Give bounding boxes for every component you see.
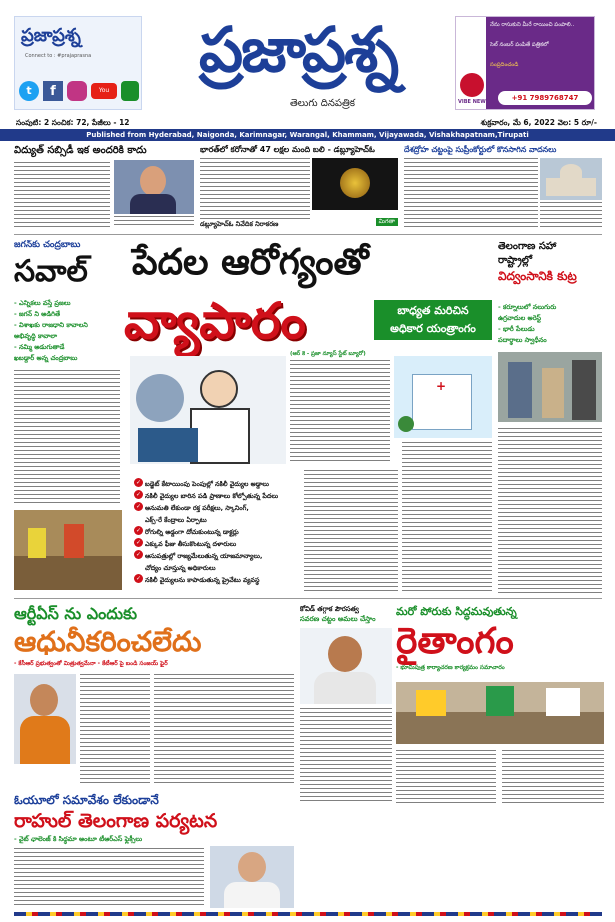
chat-icon[interactable]: [121, 81, 139, 101]
supreme-court-photo: [540, 158, 602, 200]
bottom-left-headline-top: ఆర్టీఏస్ ను ఎందుకు: [14, 604, 137, 623]
youtube-icon[interactable]: You: [91, 83, 117, 99]
hospital-illustration: +: [394, 356, 492, 438]
lead-credit: (ఆర్ కె - ప్రజా న్యూస్ స్టేట్ బ్యూరో): [290, 351, 366, 357]
story-covid-deaths[interactable]: [200, 144, 400, 230]
small-logo-box: [14, 16, 142, 110]
edition-right: శుక్రవారం, మే 6, 2022 వెల: 5 రూ/-: [480, 118, 597, 127]
left-point: - నమ్మి అడుగుతాడే: [14, 343, 65, 351]
story2-tagline: డబ్ల్యూహెచ్ఓ నివేదిక నిరాకరణ: [200, 220, 279, 228]
rahul-photo: [210, 846, 294, 908]
ad-phone[interactable]: +91 7989768747: [498, 91, 592, 105]
right-point: - భారీ పేలుడు: [498, 325, 535, 333]
rally-photo: [14, 510, 122, 590]
lead-bullet: నకిలీ వైద్యుల బారిన పడి ప్రాణాలు కోల్పోతున్న పేదలు: [145, 492, 279, 500]
published-bar: [0, 129, 615, 141]
right-headline-line2: రాష్ట్రాల్లో: [498, 255, 533, 266]
story-rahul-visit[interactable]: [14, 792, 296, 910]
bottom-left-headline-main: ఆధునీకరించలేదు: [14, 625, 202, 658]
ad-brand: VIBE NEWS: [458, 99, 490, 105]
twitter-icon[interactable]: t: [19, 81, 39, 101]
masthead-subtitle: తెలుగు దినపత్రిక: [290, 98, 356, 109]
published-text: Published from Hyderabad, Naigonda, Karimnagar, Warangal, Khammam, Vijayawada, Vishakhapatnam,Tirupati: [86, 131, 529, 139]
lead-story[interactable]: [124, 238, 494, 596]
lead-bullet: నకిలీ వైద్యులను కాపాడుతున్న ప్రైవేటు వ్యవస్థ: [145, 576, 260, 584]
left-point: - ఎన్నికలు వస్తే ప్రజలు: [14, 299, 71, 307]
bottom-strip-headline-top: ఓయూలో సమావేశం లేకుండానే: [14, 793, 159, 807]
social-icons: [19, 79, 139, 103]
story-caa-implementation[interactable]: [300, 604, 392, 804]
left-kicker: జగన్‌కు చంద్రబాబు: [14, 240, 81, 250]
lead-headline-main: వ్యాపారం: [124, 292, 306, 350]
lead-deck-line2: అధికార యంత్రాంగం: [390, 322, 476, 335]
ad-text-line1: నేను రాసుకుని మీరే రాయించి పంపాలి..: [490, 22, 575, 28]
small-logo-sub: Connect to : #prajaprasna: [25, 53, 92, 59]
story-power-subsidy[interactable]: [14, 144, 196, 230]
header-ad[interactable]: [455, 16, 595, 110]
lead-bullet: అనుమతి లేకుండా రక్త పరీక్షలు, స్కానింగ్,: [145, 504, 249, 512]
bottom-strip-subhead: - వైట్ ఛాలెంజ్ కి సిద్ధమా అంటూ టీఆర్ఎస్ ఫ్లెక్సీలు: [14, 835, 143, 843]
bottom-left-subhead: - కేసీఆర్ ప్రభుత్వంతో మిత్రుత్వమేనా - కేటీఆర్ పై బండి సంజయ్ ఫైర్: [14, 661, 168, 667]
right-point: పదార్థాలు స్వాధీనం: [498, 336, 547, 344]
bottom-strip-headline-main: రాహుల్ తెలంగాణ పర్యటన: [14, 810, 218, 832]
lead-bullet: రోగుల్ని అడ్డంగా దోచుకుంటున్న డాక్టర్లు: [145, 528, 239, 536]
doctor-cartoon: [130, 356, 286, 464]
story2-headline: భారత్‌లో కరోనాతో 47 లక్షల మంది బలి - డబ్ల్యూహెచ్ఓ: [200, 145, 375, 154]
bottom-mid-headline-line1: కోవిడ్ తగ్గాక పౌరసత్వ: [300, 605, 359, 613]
lead-bullet: ఎక్కువ ఫీజు తీసుకొంటున్న దళారులు: [145, 540, 237, 548]
lead-bullet: బడ్జెట్ కేటాయింపు పెంపుల్లో నకిలీ వైద్యుల అడ్డాలు: [145, 480, 270, 488]
left-point: - జగన్ ని అడిగితే: [14, 310, 61, 318]
lead-deck: [374, 300, 492, 340]
story-telangana-plot[interactable]: [498, 240, 604, 596]
farmers-rally-photo: [396, 682, 604, 744]
left-headline: సవాల్: [14, 254, 88, 289]
story-sedition-law[interactable]: [404, 144, 602, 230]
right-headline-line1: తెలంగాణ సహా: [498, 241, 557, 252]
right-points: [498, 302, 556, 346]
edition-left: సంపుటి: 2 సంచిక: 72, పేజీలు - 12: [16, 118, 130, 127]
ad-text-line3: సంప్రదించండి: [490, 62, 519, 68]
covid-virus-image: [312, 158, 398, 210]
lead-bullets: ✓ బడ్జెట్ కేటాయింపు పెంపుల్లో నకిలీ వైద్యుల అడ్డాలు ✓ నకిలీ వైద్యుల బారిన పడి ప్రాణాలు కోల్పోతున్న పేదలు ✓ అనుమతి లేకుండా రక్త పరీక్షలు, స్కానింగ్, ఎక్స్-రే కేంద్రాలు ఏర్పాటు ✓ రోగుల్ని అడ్డంగా దోచుకుంటున్న డాక్టర్లు ✓ ఎక్కువ ఫీజు తీసుకొంటున్న దళారులు ✓ ఆసుపత్రుల్లో రాజ్యమేలుతున్న యాజమాన్యాలు, చోద్యం చూస్తున్న అధికారులు ✓ నకిలీ వైద్యులను కాపాడుతున్న ప్రైవేటు వ్యవస్థ: [135, 479, 279, 584]
story-rtc-modernisation[interactable]: [14, 604, 296, 792]
masthead-title: ప్రజాప్రశ్న: [198, 13, 398, 86]
portrait-photo: [114, 160, 194, 214]
small-logo-text: ప్రజాప్రశ్న: [21, 25, 81, 46]
left-point: ఖబడ్దార్ అన్న చంద్రబాబు: [14, 354, 78, 362]
facebook-icon[interactable]: f: [43, 81, 63, 101]
story3-headline: దేశద్రోహ చట్టంపై సుప్రీంకోర్టులో కొనసాగిన వాదనలు: [404, 145, 557, 154]
politician-photo: [14, 674, 76, 764]
page-footer-strip: [14, 912, 602, 916]
ad-logo: [460, 73, 484, 97]
arrest-photo: [498, 352, 602, 422]
bottom-right-headline-top: మరో పోరుకు సిద్ధమవుతున్న: [396, 605, 517, 618]
story1-headline: విద్యుత్ సబ్సిడీ ఇక అందరికి కాదు: [14, 145, 147, 156]
story-chandrababu-challenge[interactable]: [14, 240, 122, 590]
left-point: అభివృద్ధి కావాలా: [14, 332, 58, 340]
right-point: ఉగ్రవాదుల అరెస్ట్: [498, 314, 542, 322]
masthead: [0, 0, 615, 118]
more-tag[interactable]: మిగతా: [376, 218, 398, 226]
left-point: - విశాఖకు రాజధాని కావాలని: [14, 321, 88, 329]
minister-photo: [300, 628, 392, 704]
lead-headline-top: పేదల ఆరోగ్యంతో: [132, 242, 369, 283]
lead-bullet: ఆసుపత్రుల్లో రాజ్యమేలుతున్న యాజమాన్యాలు,: [145, 552, 263, 560]
right-headline-line3: విద్వంసానికి కుట్ర: [498, 269, 577, 283]
bottom-right-subhead: - భూమిపుత్ర కార్యాచరణ కార్యక్రమం సమాచారం: [396, 665, 505, 671]
bottom-mid-headline-line2: సవరణ చట్టం అమలు చేస్తాం: [300, 615, 376, 623]
lead-deck-line1: బాధ్యత మరిచిన: [397, 304, 469, 317]
ad-text-line2: సెల్ నంబర్ పంపితే పత్రికలో: [490, 42, 549, 48]
bottom-right-headline-main: రైతాంగం: [396, 621, 514, 662]
lead-bullet: ఎక్స్-రే కేంద్రాలు ఏర్పాటు: [145, 516, 207, 524]
left-points: [14, 298, 122, 364]
instagram-icon[interactable]: [67, 81, 87, 101]
right-point: - కర్నూలులో నలుగురు: [498, 303, 557, 311]
lead-bullet: చోద్యం చూస్తున్న అధికారులు: [145, 564, 216, 572]
story-farmers-protest[interactable]: [396, 604, 604, 804]
